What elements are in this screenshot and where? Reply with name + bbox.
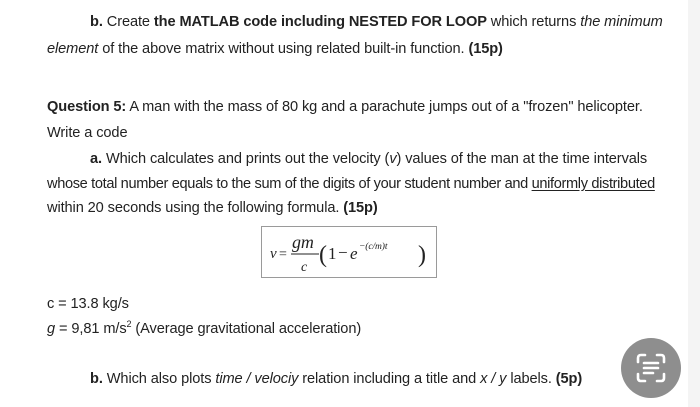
velocity-formula — [261, 226, 437, 278]
formula-equals: = — [279, 247, 287, 262]
question-5-line-2: Write a code — [47, 125, 128, 141]
formula-denominator: c — [301, 260, 308, 275]
formula-v: v — [270, 246, 277, 262]
part-b-points: (15p) — [468, 41, 503, 57]
part-b-line-1: b. Create the MATLAB code including NESTED FOR LOOP which returns the minimum — [90, 14, 663, 30]
formula-one: 1 — [328, 244, 337, 263]
part-b-emphasis: the MATLAB code including NESTED FOR LOOP — [153, 14, 487, 30]
formula-open-paren: ( — [319, 242, 327, 268]
formula-e: e — [350, 244, 358, 263]
formula-graphic — [262, 227, 436, 277]
constant-c: c = 13.8 kg/s — [47, 296, 129, 312]
formula-close-paren: ) — [418, 242, 426, 268]
question-5-line-1: Question 5: A man with the mass of 80 kg and a parachute jumps out of a "frozen" helicopter. — [47, 99, 643, 115]
page-edge-strip — [688, 0, 700, 407]
part-a-line-1: a. Which calculates and prints out the velocity (v) values of the man at the time intervals — [90, 151, 648, 167]
part-b-line-2: element of the above matrix without using related built-in function. (15p) — [47, 41, 503, 57]
part-a-line-2: whose total number equals to the sum of the digits of your student number and uniformly distributed — [47, 176, 655, 192]
constant-g: g = 9,81 $m/s^2$ (Average gravitational acceleration) — [47, 319, 362, 337]
formula-numerator: gm — [292, 232, 314, 252]
question-5-label: Question 5: — [47, 99, 127, 115]
text-recognition-button[interactable] — [621, 338, 681, 398]
part-a-line-3: within 20 seconds using the following formula. (15p) — [47, 200, 378, 216]
formula-exponent: −(c/m)t — [359, 242, 388, 252]
text-bubble-icon — [634, 351, 668, 385]
part-b2-points: (5p) — [555, 371, 583, 387]
part-b2-line: b. Which also plots time / velociy relation including a title and x / y labels. (5p) — [90, 371, 583, 387]
uniformly-distributed-text: uniformly distributed — [531, 176, 655, 192]
part-a-points: (15p) — [343, 200, 378, 216]
formula-minus: − — [338, 243, 348, 262]
